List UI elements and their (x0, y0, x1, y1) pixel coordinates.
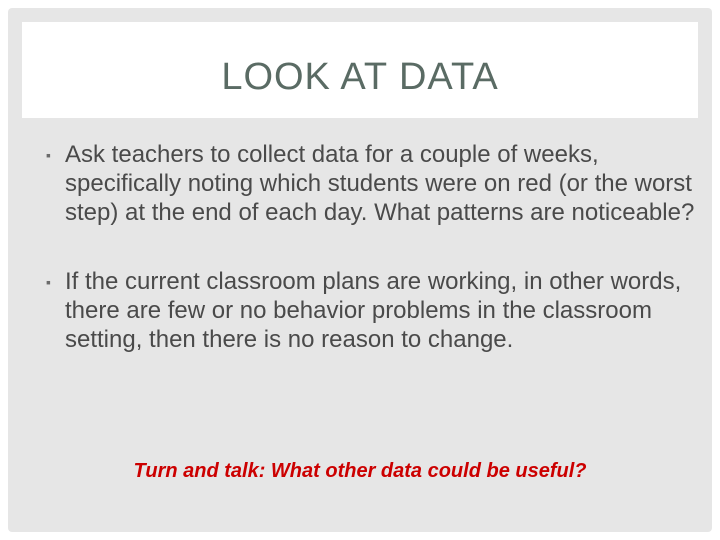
slide (8, 8, 712, 532)
title-box (22, 22, 698, 118)
slide-title: LOOK AT DATA (221, 56, 499, 98)
bullet-text: Ask teachers to collect data for a couple of weeks, specifically noting which students were on red (or the worst step) at the end of each day. What patterns are noticeable? (65, 141, 695, 226)
bullet-item (46, 267, 696, 354)
square-bullet-icon: ▪ (46, 274, 51, 290)
turn-and-talk-callout: Turn and talk: What other data could be useful? (133, 460, 587, 482)
bullet-item (46, 140, 696, 227)
bullet-text: If the current classroom plans are working, in other words, there are few or no behavior problems in the classroom setting, then there is no reason to change. (65, 268, 682, 353)
square-bullet-icon: ▪ (46, 147, 51, 163)
bullet-list (46, 140, 696, 394)
